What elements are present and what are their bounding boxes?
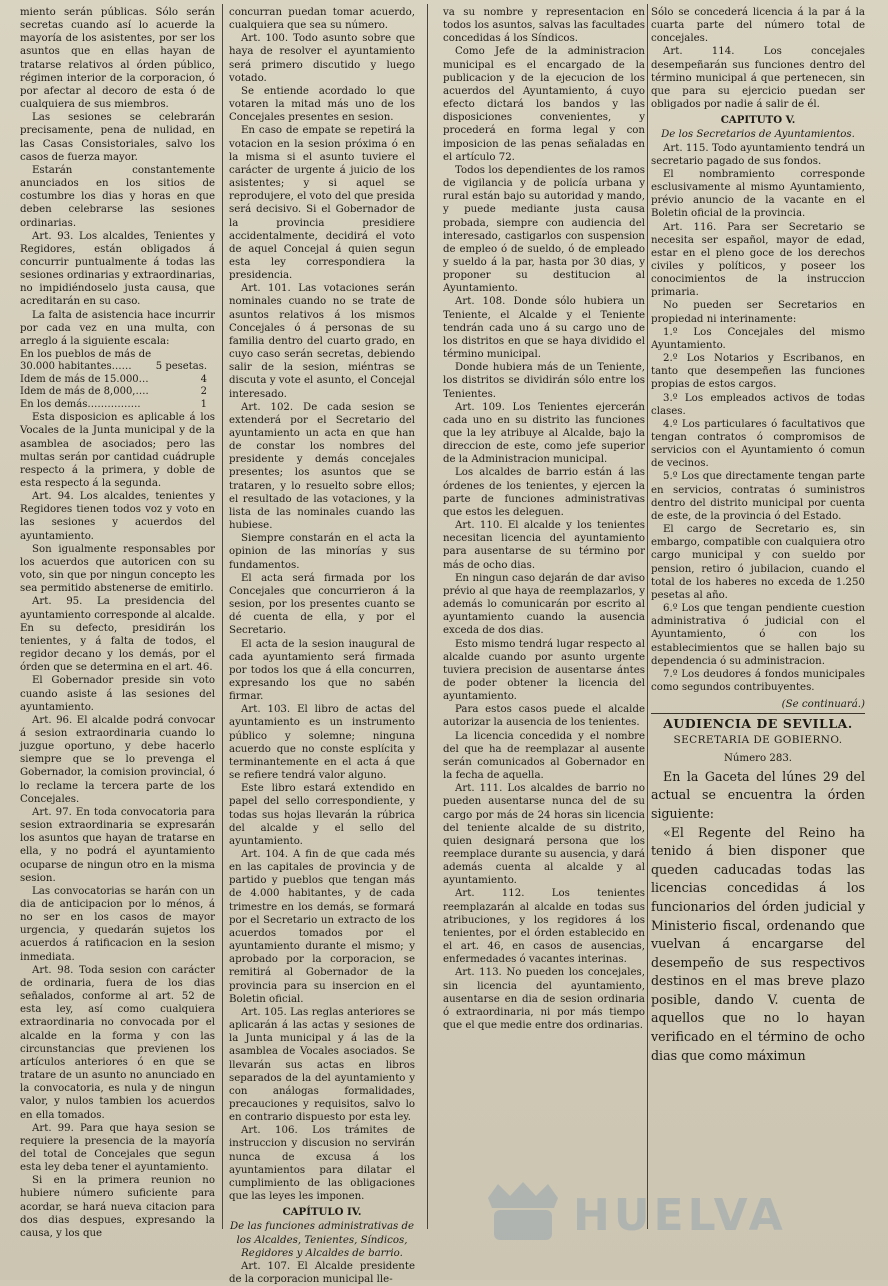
paragraph: El acta de la sesion inaugural de cada ayuntamiento será firmada por todos los que á ella concurren, expresando los que no sabén firmar. xyxy=(229,638,415,703)
paragraph: Este libro estará extendido en papel del sello correspondiente, y todas sus hojas llevarán la rúbrica del alcalde y el sello del ayuntamiento. xyxy=(229,783,415,847)
paragraph: El nombramiento corresponde esclusivamente al mismo Ayuntamiento, prévio anuncio de la vacante en el Boletin oficial de la provincia. xyxy=(651,168,865,220)
paragraph: Art. 101. Las votaciones serán nominales cuando no se trate de asuntos relativos á los mismos Concejales ó á personas de su familia dentro del cuarto grado, en cuyo caso serán secretas, debiendo salir de la sesion, miéntras se discuta y vote el asunto, el Concejal interesado. xyxy=(229,283,415,400)
fine-scale-population: 30.000 habitantes…… xyxy=(20,361,132,373)
paragraph: No pueden ser Secretarios en propiedad ni interinamente: xyxy=(651,300,865,325)
paragraph: Siempre constarán en el acta la opinion de las minorías y sus fundamentos. xyxy=(229,533,415,571)
fine-scale-row xyxy=(20,399,215,412)
notice-paragraph: «El Regente del Reino ha tenido á bien disponer que queden caducadas todas las licencias concedidas á los funcionarios del órden judicial y Ministerio fiscal, ordenando que vuelvan á encargarse del desempeño de sus respectivos destinos en el mas breve plazo posible, dando V. cuenta de aquellos que no lo hayan verificado en el término de ocho dias que como máximun xyxy=(651,824,865,1063)
fine-scale-population: En los demás……………. xyxy=(20,398,141,410)
fine-scale-table xyxy=(20,361,215,411)
paragraph: Art. 115. Todo ayuntamiento tendrá un secretario pagado de sus fondos. xyxy=(651,142,865,167)
watermark-text: HUELVA xyxy=(573,1190,787,1241)
paragraph: Son igualmente responsables por los acuerdos que autoricen con su voto, sin que por ningun concepto les sea permitido abstenerse de emitirlo. xyxy=(20,543,215,595)
fine-scale-row xyxy=(20,361,215,374)
paragraph: Art. 103. El libro de actas del ayuntamiento es un instrumento público y solemne; ninguna acuerdo que no conste esplícita y terminantemente en el acta á que se refiere tendrá valor alguno. xyxy=(229,704,415,782)
paragraph: Art. 102. De cada sesion se extenderá por el Secretario del ayuntamiento un acta en que han de constar los nombres del presidente y demás concejales presentes; los asuntos que se trataren, y lo resuelto sobre ellos; el resultado de las votaciones, y la lista de las nominales cuando las hubiese. xyxy=(229,401,415,532)
paragraph: Art. 108. Donde sólo hubiera un Teniente, el Alcalde y el Teniente tendrán cada uno á su cargo uno de los distritos en que se haya dividido el término municipal. xyxy=(443,296,645,361)
paragraph: 2.º Los Notarios y Escribanos, en tanto que desempeñen las funciones propias de estos cargos. xyxy=(651,353,865,391)
paragraph: El acta será firmada por los Concejales que concurrieron á la sesion, por los presentes cuanto se dé cuenta de ella, y por el Secretario. xyxy=(229,572,415,637)
paragraph-continued: va su nombre y representacion en todos los asuntos, salvas las facultades concedidas á los Síndicos. xyxy=(443,7,645,45)
paragraph: El cargo de Secretario es, sin embargo, compatible con cualquiera otro cargo municipal y con sueldo por pension, retiro ó jubilacion, cuando el total de los haberes no exceda de 1.250 pesetas al año. xyxy=(651,524,865,601)
fine-scale-row xyxy=(20,374,215,387)
paragraph: Art. 109. Los Tenientes ejercerán cada uno en su distrito las funciones que la ley atribuye al Alcalde, bajo la direccion de este, como jefe superior de la Administracion municipal. xyxy=(443,401,645,466)
paragraph: Las convocatorias se harán con un dia de anticipacion por lo ménos, á no ser en los casos de mayor urgencia, y quedarán sujetos los acuerdos á ratificacion en la sesion inmediata. xyxy=(20,885,215,963)
paragraph: 4.º Los particulares ó facultativos que tengan contratos ó compromisos de servicios con el Ayuntamiento ó comun de vecinos. xyxy=(651,418,865,470)
paragraph: 3.º Los empleados activos de todas clases. xyxy=(651,392,865,417)
paragraph: Art. 98. Toda sesion con carácter de ordinaria, fuera de los dias señalados, conforme al art. 52 de esta ley, así como cualquiera extraordinaria no convocada por el alcalde en la forma y con las circunstancias que previenen los artículos anteriores ó en que se tratare de un asunto no anunciado en la convocatoria, es nula y de ningun valor, y nulos tambien los acuerdos en ella tomados. xyxy=(20,964,215,1121)
paragraph: Art. 114. Los concejales desempeñarán sus funciones dentro del término municipal á que pertenecen, sin que para su ejercicio puedan ser obligados por nadie á salir de él. xyxy=(651,46,865,111)
paragraph: Estarán constantemente anunciados en los sitios de costumbre los dias y horas en que deben celebrarse las sesiones ordinarias. xyxy=(20,164,215,229)
paragraph: La falta de asistencia hace incurrir por cada vez en una multa, con arreglo á la siguiente escala: xyxy=(20,309,215,347)
column-rule xyxy=(222,4,223,1229)
text-column-4 xyxy=(651,6,865,1268)
paragraph: 6.º Los que tengan pendiente cuestion administrativa ó judicial con el Ayuntamiento, ó con los establecimientos que se hallen bajo su dependencia ó su administracion. xyxy=(651,603,865,667)
chapter-subtitle: De los Secretarios de Ayuntamientos. xyxy=(661,129,855,141)
fine-scale-population: Idem de más de 15.000… xyxy=(20,373,149,385)
fine-scale-population: Idem de más de 8,000,…. xyxy=(20,386,149,398)
paragraph: Para estos casos puede el alcalde autorizar la ausencia de los tenientes. xyxy=(443,704,645,729)
fine-scale-amount: 1 xyxy=(200,398,207,410)
paragraph: El Gobernador preside sin voto cuando asiste á las sesiones del ayuntamiento. xyxy=(20,675,215,713)
paragraph: La licencia concedida y el nombre del que ha de reemplazar al ausente serán comunicados al Gobernador en la fecha de aquella. xyxy=(443,730,645,782)
column-rule xyxy=(427,4,428,1229)
section-divider xyxy=(651,713,865,714)
paragraph: Los alcaldes de barrio están á las órdenes de los tenientes, y ejercen la parte de funciones administrativas que estos les deleguen. xyxy=(443,467,645,518)
paragraph: Art. 104. A fin de que cada més en las capitales de provincia y de partido y pueblos que tengan más de 4.000 habitantes, y de cada trimestre en los demás, se formará por el Secretario un extracto de los acuerdos tomados por el ayuntamiento durante el mismo; y aprobado por la corporacion, se remitirá al Gobernador de la provincia para su insercion en el Boletin oficial. xyxy=(229,849,415,1005)
paragraph: Art. 116. Para ser Secretario se necesita ser español, mayor de edad, estar en el pleno goce de los derechos civiles y políticos, y poseer los conocimientos de la instruccion primaria. xyxy=(651,221,865,299)
section-subtitle: SECRETARIA DE GOBIERNO. xyxy=(673,734,843,747)
fine-scale-amount: 4 xyxy=(200,373,207,385)
notice-paragraph: En la Gaceta del lúnes 29 del actual se encuentra la órden siguiente: xyxy=(651,768,865,821)
paragraph-continued: miento serán públicas. Sólo serán secretas cuando así lo acuerde la mayoría de los asistentes, por ser los asuntos que en ellas hayan de tratarse relativos al órden público, régimen interior de la corporacion, ó por afectar al decoro de esta ó de cualquiera de sus miembros. xyxy=(20,7,215,111)
continuation-note: (Se continuará.) xyxy=(781,699,865,711)
chapter-heading: CAPÍTULO IV. xyxy=(282,1206,362,1219)
paragraph: Art. 110. El alcalde y los tenientes necesitan licencia del ayuntamiento para ausentarse de su término por más de ocho dias. xyxy=(443,520,645,571)
fine-scale-amount: 2 xyxy=(200,386,207,398)
paragraph: Donde hubiera más de un Teniente, los distritos se dividirán sólo entre los Tenientes. xyxy=(443,362,645,400)
paragraph: Art. 106. Los trámites de instruccion y discusion no servirán nunca de excusa á los ayuntamientos para dilatar el cumplimiento de las obligaciones que las leyes les imponen. xyxy=(229,1125,415,1203)
paragraph: Art. 95. La presidencia del ayuntamiento corresponde al alcalde. En su defecto, presidirán los tenientes, y á falta de todos, el regidor decano y los demás, por el órden que se determina en el art. 46. xyxy=(20,596,215,674)
paragraph: Art. 93. Los alcaldes, Tenientes y Regidores, están obligados á concurrir puntualmente á todas las sesiones ordinarias y extraordinarias, no impidiéndoselo justa causa, que acreditarán en su caso. xyxy=(20,230,215,308)
paragraph: Si en la primera reunion no hubiere número suficiente para acordar, se hará nueva citacion para dos dias despues, expresando la causa, y los que xyxy=(20,1175,215,1239)
paragraph: Esto mismo tendrá lugar respecto al alcalde cuando por asunto urgente tuviera precision de ausentarse ántes de poder obtener la licencia del ayuntamiento. xyxy=(443,638,645,703)
paragraph-continued: Sólo se concederá licencia á la par á la cuarta parte del número total de concejales. xyxy=(651,7,865,45)
chapter-subtitle: De las funciones administrativas de los Alcaldes, Tenientes, Síndicos, Regidores y Alcaldes de barrio. xyxy=(229,1221,415,1259)
paragraph: 5.º Los que directamente tengan parte en servicios, contratas ó suministros dentro del distrito municipal por cuenta de este, de la provincia ó del Estado. xyxy=(651,471,865,522)
paragraph: 7.º Los deudores á fondos municipales como segundos contribuyentes. xyxy=(651,668,865,693)
paragraph: En caso de empate se repetirá la votacion en la sesion próxima ó en la misma si el asunto tuviere el carácter de urgente á juicio de los asistentes; y si aquel se reprodujere, el voto del que presida será decisivo. Si el Gobernador de la provincia presidiere accidentalmente, decidirá el voto de aquel Concejal á quien segun esta ley correspondiera la presidencia. xyxy=(229,125,415,282)
paragraph: Art. 113. No pueden los concejales, sin licencia del ayuntamiento, ausentarse en dia de sesion ordinaria ó extraordinaria, ni por más tiempo que el que medie entre dos ordinarias. xyxy=(443,967,645,1032)
paragraph: Art. 107. El Alcalde presidente de la corporacion municipal lle- xyxy=(229,1260,415,1285)
paragraph: Como Jefe de la administracion municipal es el encargado de la publicacion y de la ejecucion de los acuerdos del Ayuntamiento, á cuyo efecto dictará los bandos y las disposiciones convenientes, y procederá en forma legal y con imposicion de las penas señaladas en el artículo 72. xyxy=(443,46,645,163)
fine-scale-row xyxy=(20,386,215,399)
paragraph: Las sesiones se celebrarán precisamente, pena de nulidad, en las Casas Consistoriales, salvo los casos de fuerza mayor. xyxy=(20,112,215,163)
paragraph: Art. 105. Las reglas anteriores se aplicarán á las actas y sesiones de la Junta municipal y á las de la asamblea de Vocales asociados. Se llevarán sus actas en libros separados de la del ayuntamiento y con análogas formalidades, precauciones y requisitos, salvo lo en contrario dispuesto por esta ley. xyxy=(229,1006,415,1124)
paragraph-continued: En los pueblos de más de xyxy=(20,349,152,361)
paragraph: Art. 112. Los tenientes reemplazarán al alcalde en todas sus atribuciones, y los regidores á los tenientes, por el órden establecido en el art. 46, en casos de ausencias, enfermedades ó vacantes interinas. xyxy=(443,888,645,966)
paragraph: Art. 96. El alcalde podrá convocar á sesion extraordinaria cuando lo juzgue oportuno, y debe hacerlo siempre que se lo prevenga el Gobernador, la comision provincial, ó lo reclame la tercera parte de los Concejales. xyxy=(20,714,215,805)
paragraph: Art. 99. Para que haya sesion se requiere la presencia de la mayoría del total de Concejales que segun esta ley deba tener el ayuntamiento. xyxy=(20,1122,215,1174)
paragraph: Esta disposicion es aplicable á los Vocales de la Junta municipal y de la asamblea de asociados; pero las multas serán por cantidad cuádruple respecto á la primera, y doble de esta respecto á la segunda. xyxy=(20,412,215,489)
paragraph: Se entiende acordado lo que votaren la mitad más uno de los Concejales presentes en sesion. xyxy=(229,85,415,124)
notice-number: Número 283. xyxy=(723,752,793,764)
column-rule xyxy=(647,4,648,1229)
paragraph: Todos los dependientes de los ramos de vigilancia y de policía urbana y rural están bajo su autoridad y mando, y puede mediante justa causa probada, siempre con audiencia del interesado, castigarlos con suspension de empleo ó de sueldo, ó de empleado y sueldo á la par, hasta por 30 dias, y proponer su destitucion al Ayuntamiento. xyxy=(443,164,645,295)
paragraph: Art. 100. Todo asunto sobre que haya de resolver el ayuntamiento será primero discutido y luego votado. xyxy=(229,33,415,84)
paragraph: Art. 97. En toda convocatoria para sesion extraordinaria se expresarán los asuntos que hayan de tratarse en ella, y no podrá el ayuntamiento ocuparse de ningun otro en la misma sesion. xyxy=(20,806,215,884)
text-column-2 xyxy=(229,6,415,1285)
text-column-1 xyxy=(20,6,215,1268)
paragraph: Art. 94. Los alcaldes, tenientes y Regidores tienen todos voz y voto en las sesiones y acuerdos del ayuntamiento. xyxy=(20,491,215,542)
fine-scale-amount: 5 pesetas. xyxy=(155,361,207,373)
section-title: AUDIENCIA DE SEVILLA. xyxy=(663,716,853,732)
paragraph: En ningun caso dejarán de dar aviso prévio al que haya de reemplazarlos, y además lo comunicarán por escrito al ayuntamiento cuando la ausencia exceda de dos dias. xyxy=(443,572,645,637)
paragraph: Art. 111. Los alcaldes de barrio no pueden ausentarse nunca del de su cargo por más de 24 horas sin licencia del teniente alcalde de su distrito, quien designará persona que los reemplace durante su ausencia, y dará además cuenta al alcalde y al ayuntamiento. xyxy=(443,783,645,887)
text-column-3 xyxy=(443,6,645,1268)
paragraph-continued: concurran puedan tomar acuerdo, cualquiera que sea su número. xyxy=(229,7,415,32)
paragraph: 1.º Los Concejales del mismo Ayuntamiento. xyxy=(651,326,865,351)
chapter-heading: CAPITUTO V. xyxy=(720,114,796,127)
